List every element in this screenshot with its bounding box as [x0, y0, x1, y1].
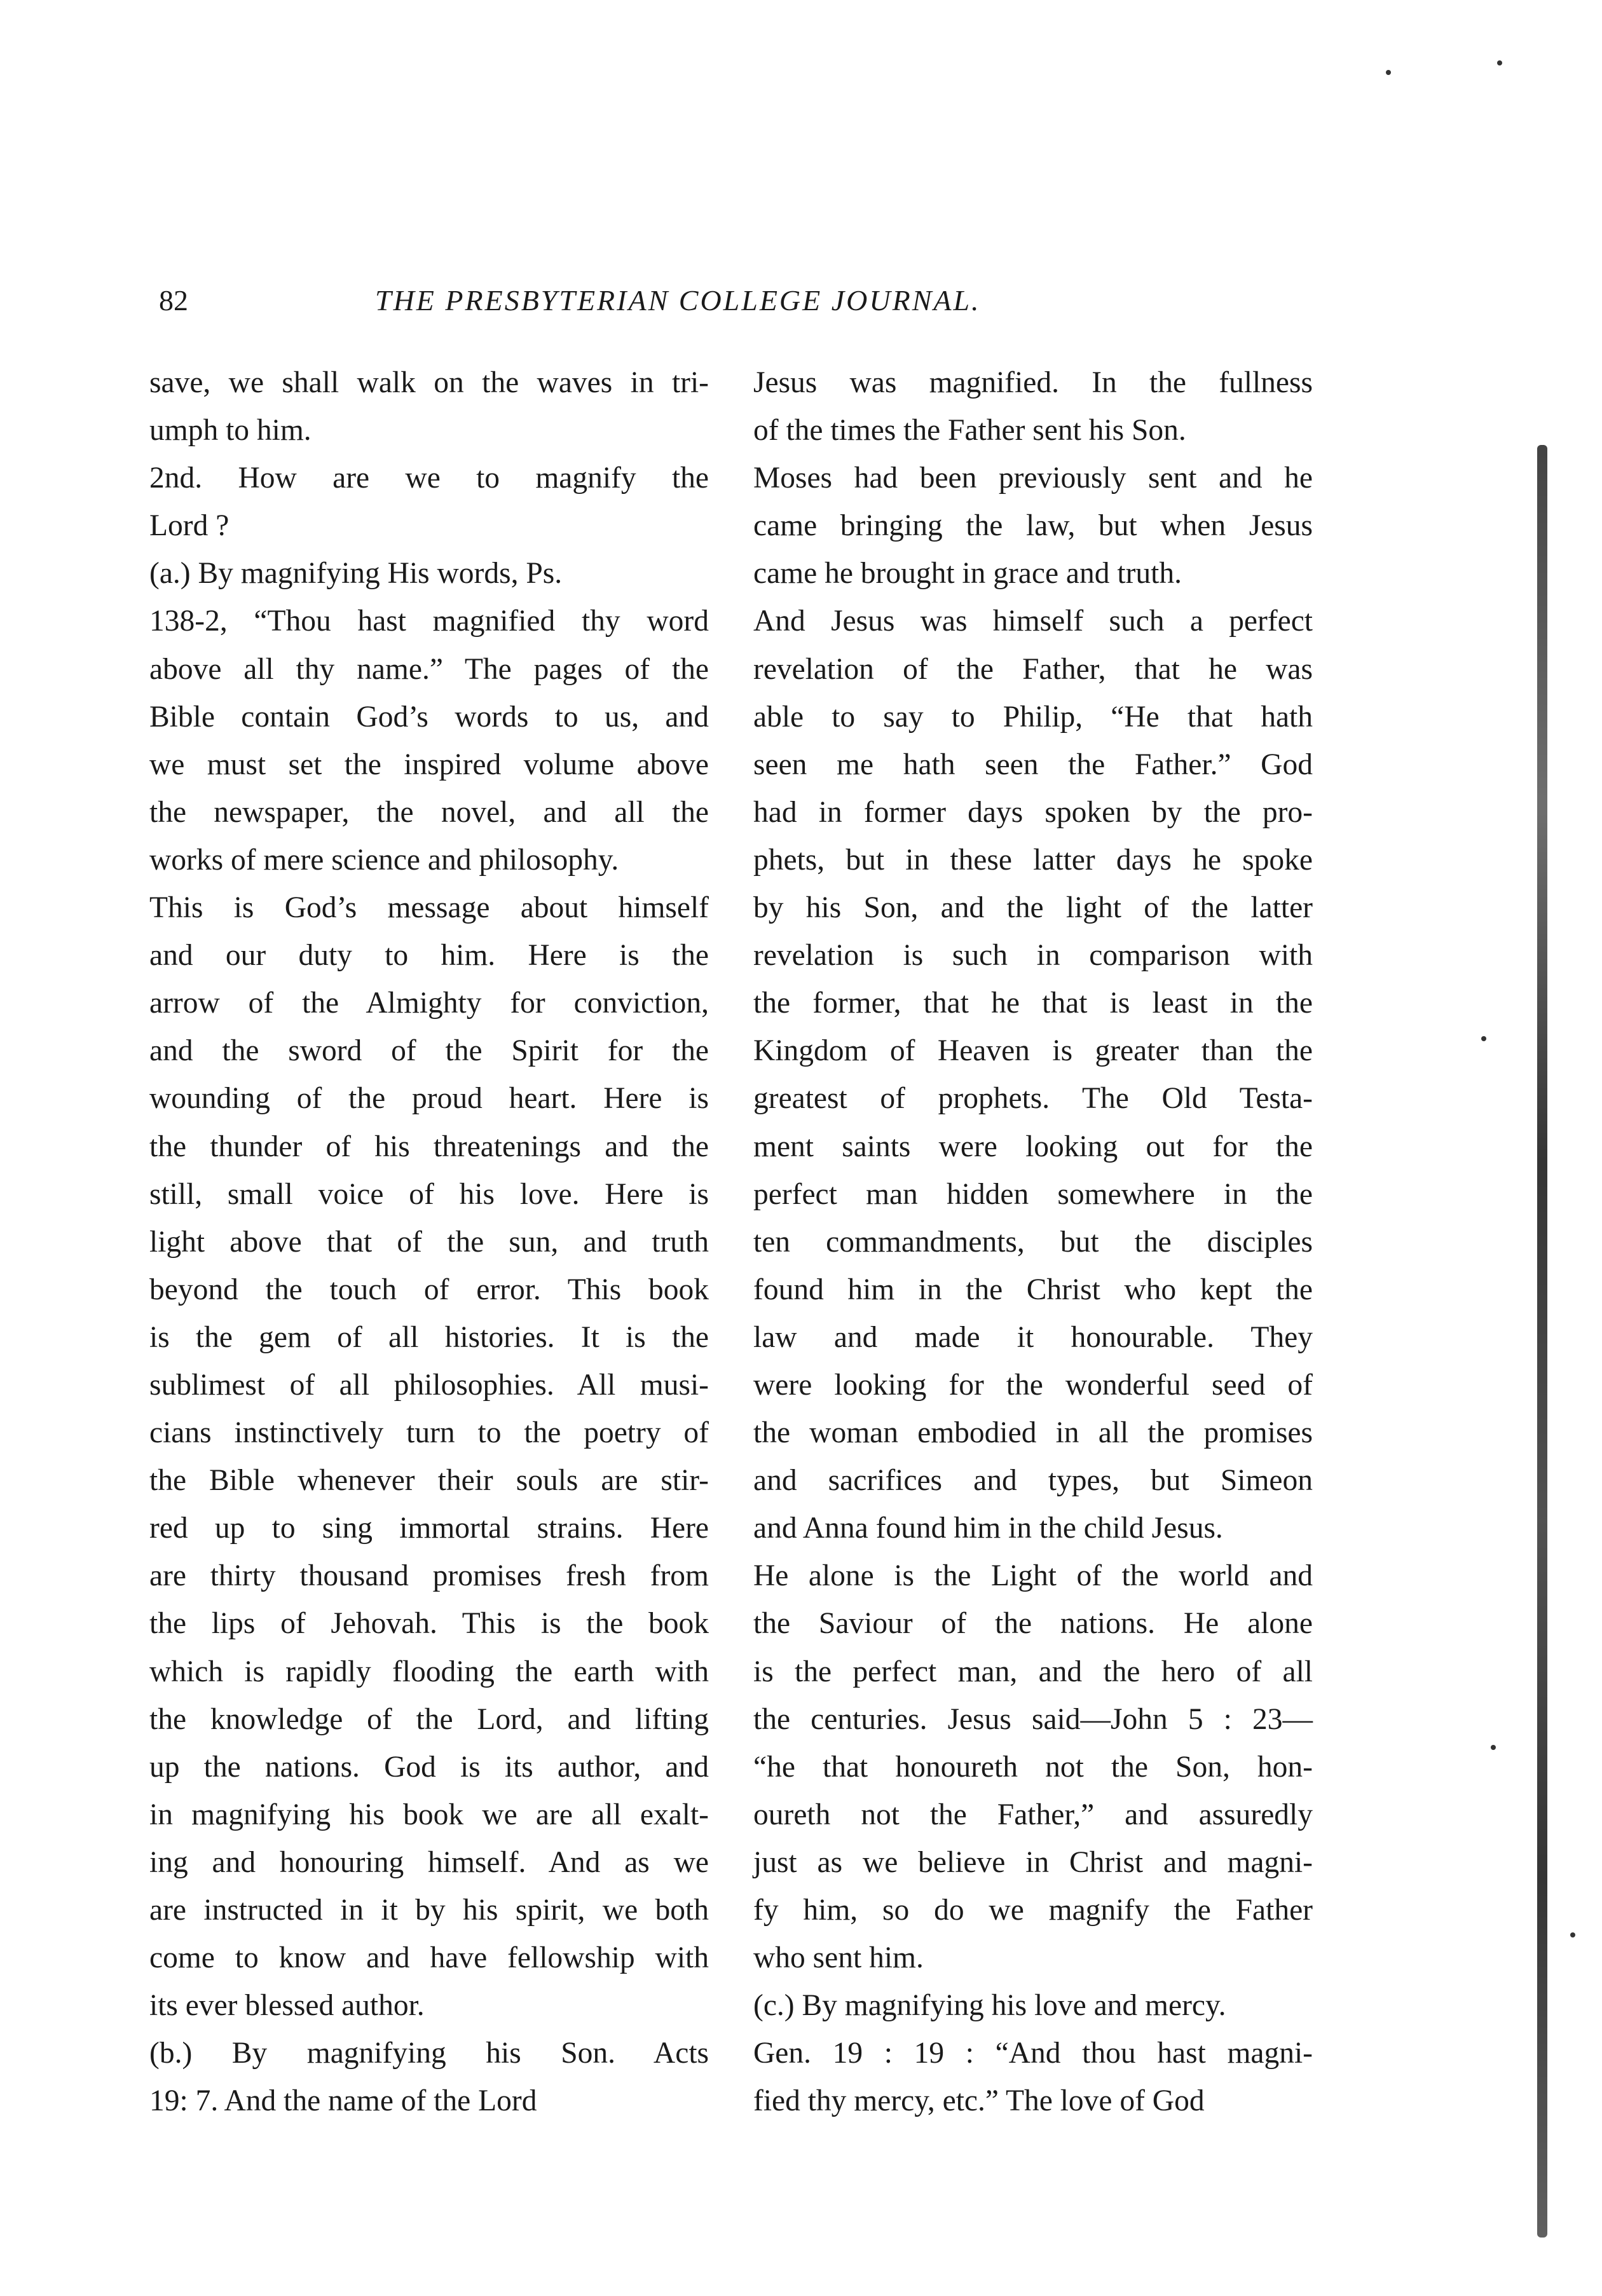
text-line: fy him, so do we magnify the Father [753, 1894, 1313, 1927]
text-line: were looking for the wonderful seed of [753, 1368, 1313, 1402]
left-column [149, 359, 709, 2125]
text-line: umph to him. [149, 414, 312, 448]
scan-speck [1386, 70, 1391, 75]
text-line: red up to sing immortal strains. Here [149, 1512, 709, 1545]
text-line: came he brought in grace and truth. [753, 557, 1182, 591]
text-line: is the gem of all histories. It is the [149, 1320, 709, 1354]
text-line: light above that of the sun, and truth [149, 1225, 709, 1259]
text-line: and sacrifices and types, but Simeon [753, 1464, 1313, 1498]
text-line: perfect man hidden somewhere in the [753, 1177, 1313, 1211]
text-line: in magnifying his book we are all exalt- [149, 1798, 709, 1831]
text-line: above all thy name.” The pages of the [149, 652, 709, 686]
text-line: the newspaper, the novel, and all the [149, 795, 709, 829]
text-line: Moses had been previously sent and he [753, 461, 1313, 495]
text-line: greatest of prophets. The Old Testa- [753, 1082, 1313, 1116]
text-line: had in former days spoken by the pro- [753, 795, 1313, 829]
text-line: wounding of the proud heart. Here is [149, 1082, 709, 1116]
text-line: He alone is the Light of the world and [753, 1559, 1313, 1593]
scan-speck [1570, 1932, 1575, 1937]
text-line: 19: 7. And the name of the Lord [149, 2084, 537, 2118]
text-line: just as we believe in Christ and magni- [753, 1845, 1313, 1879]
text-line: the woman embodied in all the promises [753, 1416, 1313, 1450]
text-line: law and made it honourable. They [753, 1320, 1313, 1354]
scan-speck [1497, 60, 1502, 65]
text-line: oureth not the Father,” and assuredly [753, 1798, 1313, 1831]
text-line: cians instinctively turn to the poetry of [149, 1416, 709, 1450]
text-line: are thirty thousand promises fresh from [149, 1559, 709, 1593]
journal-title: THE PRESBYTERIAN COLLEGE JOURNAL. [375, 284, 981, 317]
text-line: come to know and have fellowship with [149, 1941, 709, 1975]
text-line: seen me hath seen the Father.” God [753, 748, 1313, 781]
text-line: and Anna found him in the child Jesus. [753, 1512, 1223, 1545]
text-line: And Jesus was himself such a perfect [753, 605, 1313, 638]
text-line: Bible contain God’s words to us, and [149, 700, 709, 734]
text-line: its ever blessed author. [149, 1989, 425, 2023]
text-line: and our duty to him. Here is the [149, 939, 709, 973]
text-line: the former, that he that is least in the [753, 987, 1313, 1020]
text-line: who sent him. [753, 1941, 924, 1975]
text-line: up the nations. God is its author, and [149, 1750, 709, 1784]
text-line: fied thy mercy, etc.” The love of God [753, 2084, 1205, 2118]
text-line: of the times the Father sent his Son. [753, 414, 1186, 448]
text-line: arrow of the Almighty for conviction, [149, 987, 709, 1020]
text-line: the Bible whenever their souls are stir- [149, 1464, 709, 1498]
text-line: able to say to Philip, “He that hath [753, 700, 1313, 734]
text-line: 2nd. How are we to magnify the [149, 461, 709, 495]
scan-speck [1491, 1745, 1496, 1750]
binding-edge-shadow [1537, 445, 1547, 2238]
page-number: 82 [159, 284, 188, 317]
text-line: revelation is such in comparison with [753, 939, 1313, 973]
text-line: save, we shall walk on the waves in tri- [149, 366, 709, 399]
text-line: ment saints were looking out for the [753, 1130, 1313, 1163]
scan-speck [1481, 1036, 1486, 1041]
text-line: Jesus was magnified. In the fullness [753, 366, 1313, 399]
text-line: we must set the inspired volume above [149, 748, 709, 781]
text-line: works of mere science and philosophy. [149, 843, 619, 877]
text-line: the Saviour of the nations. He alone [753, 1607, 1313, 1641]
text-line: Gen. 19 : 19 : “And thou hast magni- [753, 2037, 1313, 2070]
text-line: the knowledge of the Lord, and lifting [149, 1702, 709, 1736]
text-line: This is God’s message about himself [149, 891, 709, 925]
text-line: Kingdom of Heaven is greater than the [753, 1034, 1313, 1068]
text-line: found him in the Christ who kept the [753, 1273, 1313, 1306]
text-line: is the perfect man, and the hero of all [753, 1655, 1313, 1688]
text-line: which is rapidly flooding the earth with [149, 1655, 709, 1688]
text-line: “he that honoureth not the Son, hon- [753, 1750, 1313, 1784]
text-line: (a.) By magnifying His words, Ps. [149, 557, 563, 591]
text-line: came bringing the law, but when Jesus [753, 509, 1313, 543]
text-line: ten commandments, but the disciples [753, 1225, 1313, 1259]
text-line: (b.) By magnifying his Son. Acts [149, 2037, 709, 2070]
text-line: sublimest of all philosophies. All musi- [149, 1368, 709, 1402]
text-line: the thunder of his threatenings and the [149, 1130, 709, 1163]
text-line: the lips of Jehovah. This is the book [149, 1607, 709, 1641]
text-line: revelation of the Father, that he was [753, 652, 1313, 686]
text-line: ing and honouring himself. And as we [149, 1845, 709, 1879]
text-line: Lord ? [149, 509, 229, 543]
text-line: beyond the touch of error. This book [149, 1273, 709, 1306]
text-line: (c.) By magnifying his love and mercy. [753, 1989, 1226, 2023]
text-line: still, small voice of his love. Here is [149, 1177, 709, 1211]
text-line: 138-2, “Thou hast magnified thy word [149, 605, 709, 638]
text-line: by his Son, and the light of the latter [753, 891, 1313, 925]
text-line: and the sword of the Spirit for the [149, 1034, 709, 1068]
right-column [753, 359, 1313, 2125]
text-line: the centuries. Jesus said—John 5 : 23— [753, 1702, 1313, 1736]
text-line: are instructed in it by his spirit, we both [149, 1894, 709, 1927]
running-head [159, 278, 1093, 323]
text-line: phets, but in these latter days he spoke [753, 843, 1313, 877]
